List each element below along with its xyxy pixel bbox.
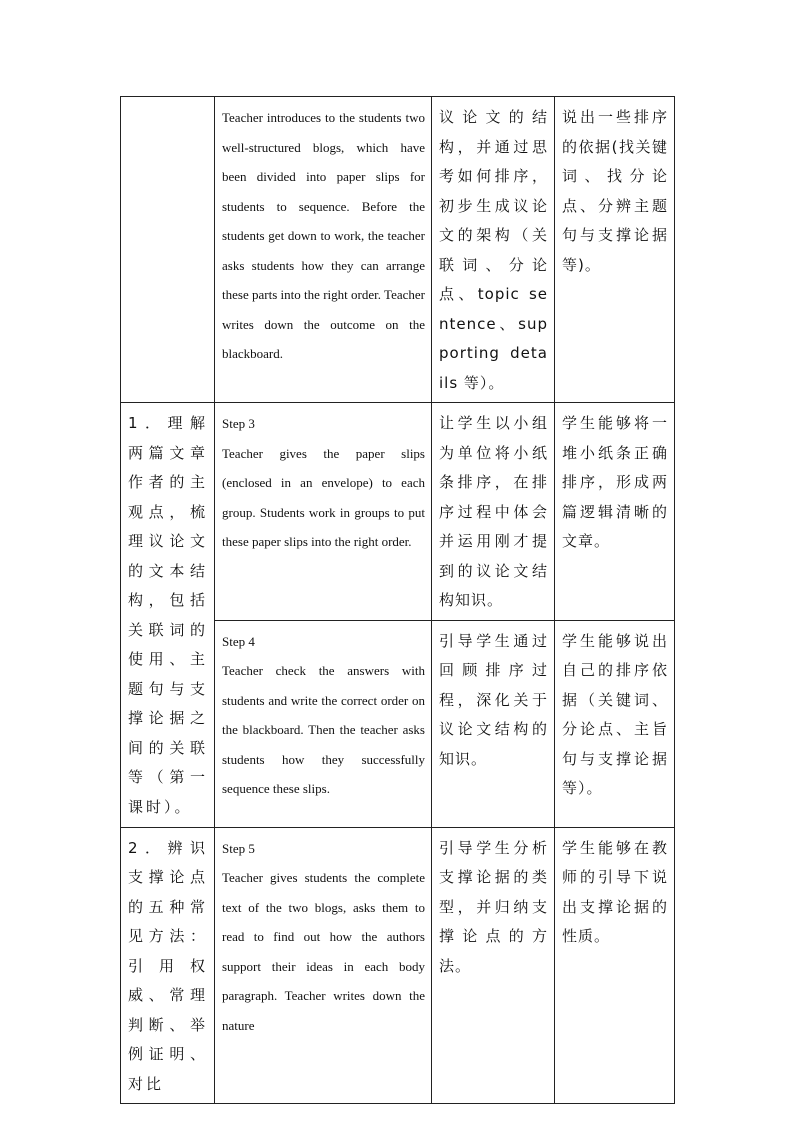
- step-label: Step 5: [222, 840, 255, 856]
- step-label: Step 3: [222, 416, 255, 431]
- objective-text: 1．理解两篇文章作者的主观点，梳理议论文的文本结构，包括关联词的使用、主题句与支撑论据之间的关联等（第一课时）。: [128, 414, 208, 816]
- procedure-text: Teacher check the answers with students and write the correct order on the blackboard. Then the teacher asks students how they successfully sequence these slips.: [222, 663, 425, 796]
- purpose-cell: [432, 827, 555, 1104]
- purpose-text: 议论文的结构，并通过思考如何排序，初步生成议论文的架构（关联词、分论点、topic sentence、supporting details 等）。: [439, 108, 548, 392]
- outcome-cell: [555, 97, 675, 403]
- procedure-text: Teacher gives students the complete text of the two blogs, asks them to read to find out how the authors support their ideas in each body paragraph. Teacher writes down the nature: [222, 870, 425, 1033]
- procedure-cell: [215, 620, 432, 827]
- table-row: [121, 403, 675, 621]
- objective-cell: [121, 403, 215, 828]
- purpose-text: 引导学生分析支撑论据的类型，并归纳支撑论点的方法。: [439, 838, 548, 975]
- table-row: [121, 97, 675, 403]
- purpose-text: 让学生以小组为单位将小纸条排序，在排序过程中体会并运用刚才提到的议论文结构知识。: [439, 414, 548, 609]
- objective-cell: [121, 97, 215, 403]
- purpose-cell: [432, 403, 555, 621]
- outcome-text: 学生能够在教师的引导下说出支撑论据的性质。: [562, 838, 668, 945]
- outcome-text: 说出一些排序的依据(找关键词、找分论点、分辨主题句与支撑论据等)。: [562, 108, 668, 274]
- outcome-text: 学生能够将一堆小纸条正确排序，形成两篇逻辑清晰的文章。: [562, 414, 668, 550]
- procedure-text: Teacher gives the paper slips (enclosed in an envelope) to each group. Students work in groups to put these paper slips into the right order.: [222, 445, 425, 549]
- procedure-cell: [215, 827, 432, 1104]
- purpose-cell: [432, 620, 555, 827]
- table-row: [121, 827, 675, 1104]
- procedure-cell: [215, 403, 432, 621]
- step-label: Step 4: [222, 633, 255, 649]
- procedure-text: Teacher introduces to the students two well-structured blogs, which have been divided into paper slips for students to sequence. Before the students get down to work, the teacher asks students how they can arrange these parts into the right order. Teacher writes down the outcome on the blackboard.: [222, 110, 425, 361]
- outcome-cell: [555, 620, 675, 827]
- purpose-cell: [432, 97, 555, 403]
- lesson-plan-table: [120, 96, 675, 1104]
- objective-cell: [121, 827, 215, 1104]
- procedure-cell: [215, 97, 432, 403]
- objective-text: 2．辨识支撑论点的五种常见方法：引用权威、常理判断、举例证明、对比: [128, 838, 208, 1093]
- outcome-cell: [555, 827, 675, 1104]
- purpose-text: 引导学生通过回顾排序过程，深化关于议论文结构的知识。: [439, 631, 548, 768]
- outcome-cell: [555, 403, 675, 621]
- outcome-text: 学生能够说出自己的排序依据（关键词、分论点、主旨句与支撑论据等）。: [562, 631, 668, 797]
